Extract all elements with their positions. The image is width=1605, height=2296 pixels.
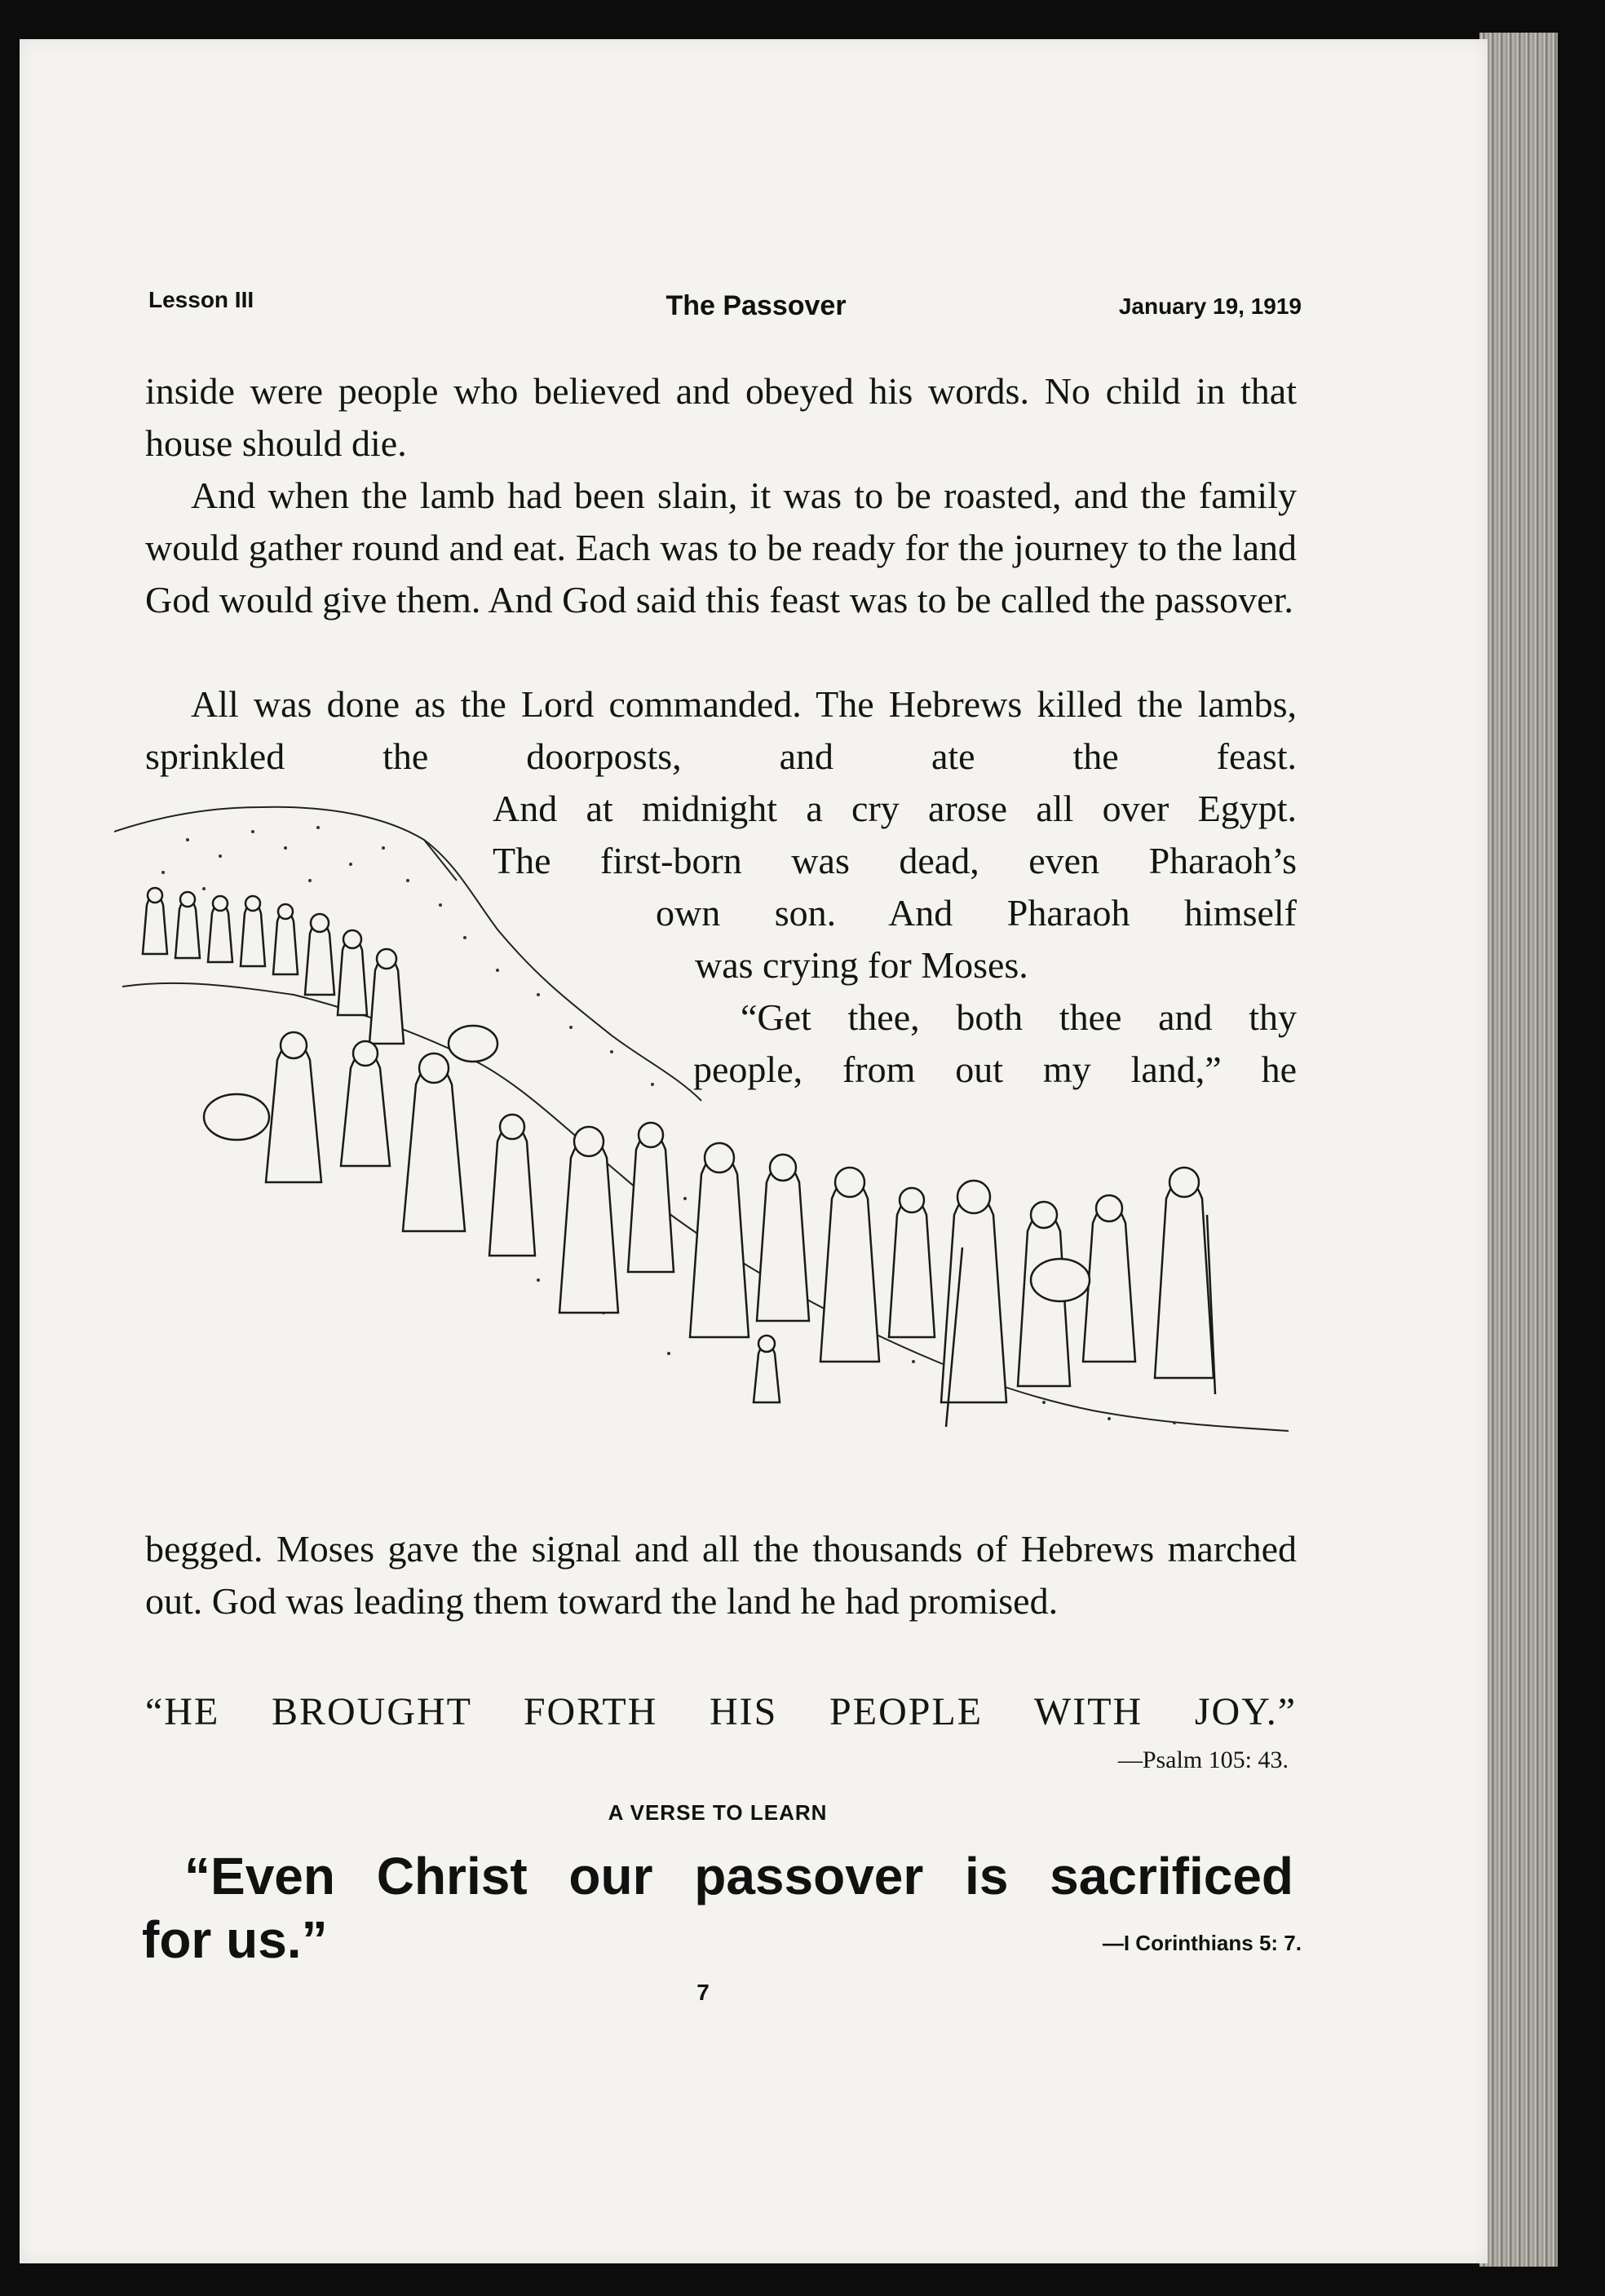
wrap-line-2: The first-born was dead, even Pharaoh’s [493, 840, 1297, 881]
wrap-line-1: And at midnight a cry arose all over Egypt. [493, 788, 1297, 829]
verse-heading-text: A VERSE TO LEARN [608, 1800, 828, 1825]
psalm-citation: —Psalm 105: 43. [1117, 1746, 1289, 1773]
wrap-line-3: own son. And Pharaoh himself [656, 892, 1297, 934]
lesson-date: January 19, 1919 [1118, 294, 1302, 319]
wrap-line-4: was crying for Moses. [695, 944, 1028, 986]
wrap-line-6: people, from out my land,” he [693, 1049, 1297, 1090]
paragraph-4-text: begged. Moses gave the signal and all the thousands of Hebrews marched out. God was leading them toward the land he had promised. [145, 1528, 1297, 1622]
page-edges [1479, 33, 1558, 2267]
exodus-illustration [114, 791, 1297, 1508]
paragraph-3-text: All was done as the Lord commanded. The Hebrews killed the lambs, sprinkled the doorposts, and ate the feast. [145, 683, 1297, 777]
paragraph-4 [145, 1523, 1297, 1627]
paragraph-3 [145, 678, 1297, 783]
paragraph-2 [145, 470, 1297, 626]
page-title-text: The Passover [665, 290, 847, 321]
memory-verse-line-2: for us.” [142, 1910, 328, 1969]
paragraph-1 [145, 365, 1297, 470]
lesson-label: Lesson III [148, 287, 254, 312]
page-number-text: 7 [696, 1980, 710, 2005]
wrap-line-5: “Get thee, both thee and thy [741, 996, 1297, 1038]
page-title [0, 290, 1605, 322]
page-number [0, 1980, 1605, 2006]
memory-verse-line-1: “Even Christ our passover is sacrificed [184, 1847, 1293, 1905]
verse-citation: —I Corinthians 5: 7. [1102, 1931, 1302, 1955]
verse-heading [0, 1800, 1605, 1826]
paragraph-1-text: inside were people who believed and obeyed his words. No child in that house should die. [145, 370, 1297, 464]
psalm-quote: “HE BROUGHT FORTH HIS PEOPLE WITH JOY.” [145, 1690, 1297, 1733]
paragraph-2-text: And when the lamb had been slain, it was to be roasted, and the family would gather round and eat. Each was to be ready for the journey to the land God would give them. And God said this feast was to be called the passover. [145, 475, 1297, 620]
